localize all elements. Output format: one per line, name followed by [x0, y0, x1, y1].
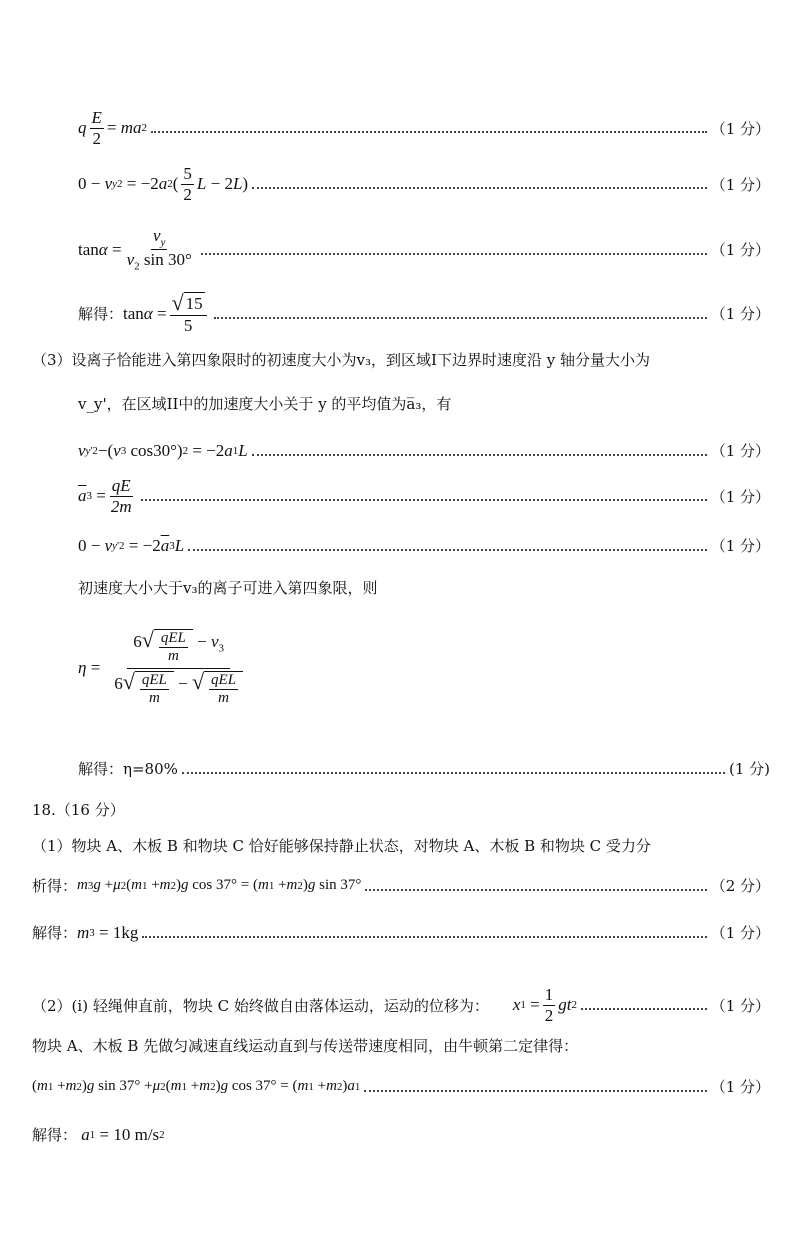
eq-qe2-ma2: q $\frac{E}{2}$ = ma 2 （1 分）: [78, 108, 770, 148]
q18-part2-text: （2）(i) 轻绳伸直前，物块 C 始终做自由落体运动，运动的位移为： x 1 = $\frac{1}{2}$ gt 2 （1 分）: [32, 985, 770, 1025]
eq-vy-prime: v y '2 −( v 3 cos30°) 2 = −2 a 1 L （1 分）: [78, 440, 770, 460]
eq-eta-result: 解得：η=80% (1 分): [78, 760, 770, 778]
eq-a3-bar: $\overline{a}$ 3 = $\frac{qE}{2m}$ （1 分）: [78, 476, 770, 516]
eq-vy-prime-zero: 0 − v y '2 = −2 $\overline{a}$ 3 L （1 分）: [78, 535, 770, 555]
eq-eta: η = 6 √ $\frac{\text{qEL}}{m}$ − $v_3$ 6 √ $\frac{\text{qEL}}{m}$ − √ $\frac{\text{qEL}}{m}$: [78, 618, 770, 718]
eq-newton: ( m 1 + m 2 ) g sin 37° + μ 2 ( m 1 + m 2 ) g cos 37° = ( m 1 + m 2 ) a 1 （1 分）: [32, 1078, 770, 1096]
q18-part2-text2: 物块 A、木板 B 先做匀减速直线运动直到与传送带速度相同，由牛顿第二定律得：: [32, 1037, 579, 1055]
part3-text-2: v_y'，在区域II中的加速度大小关于 y 的平均值为a̅₃，有: [78, 395, 452, 413]
eq-m3-result: 解得： m 3 = 1kg （1 分）: [32, 922, 770, 942]
eq-a1-result: 解得： a 1 = 10 m/s 2: [32, 1124, 165, 1144]
q18-part1-text: （1）物块 A、木板 B 和物块 C 恰好能够保持静止状态，对物块 A、木板 B 和物块 C 受力分: [32, 837, 651, 855]
q18-header: 18.（16 分）: [32, 801, 125, 819]
eq-equilibrium: 析得： m 3 g + μ 2 ( m 1 + m 2 ) g cos 37° = ( m 1 + m 2 ) g sin 37° （2 分）: [32, 877, 770, 895]
eq-tan-alpha: tan α = $\frac{v_y}{v_2 \sin 30^\circ}$ （1 分）: [78, 226, 770, 273]
eq-tan-result: 解得： tan α = √ 15 5 （1 分）: [78, 290, 770, 335]
condition-text: 初速度大小大于v₃的离子可进入第四象限，则: [78, 579, 378, 597]
part3-text-1: （3）设离子恰能进入第四象限时的初速度大小为v₃，到区域I下边界时速度沿 y 轴分量大小为: [32, 351, 650, 369]
eq-vy-squared: 0 − v y 2 = −2 a 2 ( $\frac{5}{2}$ L − 2 L ) （1 分）: [78, 164, 770, 204]
